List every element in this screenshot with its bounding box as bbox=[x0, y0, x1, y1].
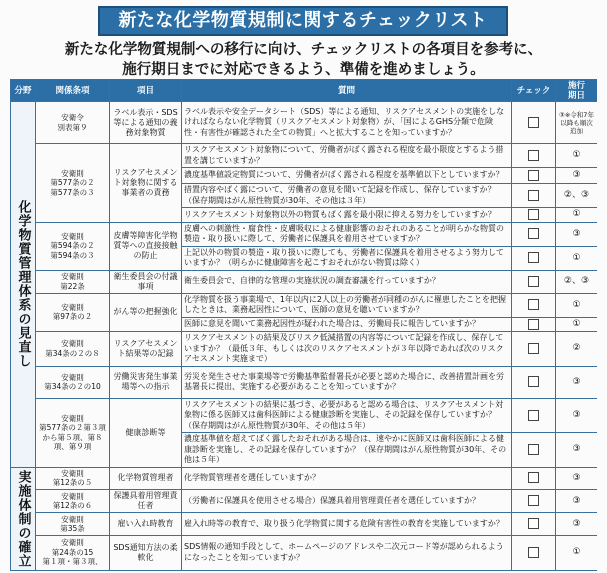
row-date: ③ bbox=[556, 467, 598, 489]
row-date: ① bbox=[556, 246, 598, 270]
row-question: リスクアセスメント対象物以外の物質もばく露を最小限に抑える努力をしていますか？ bbox=[182, 208, 512, 223]
col-header-law: 関係条項 bbox=[36, 80, 110, 102]
row-law: 安衛則 第34条の２の８ bbox=[36, 332, 110, 367]
checkbox[interactable] bbox=[528, 518, 539, 529]
table-row bbox=[11, 270, 598, 293]
table-row bbox=[11, 489, 598, 512]
checkbox[interactable] bbox=[528, 299, 539, 310]
intro-line-1: 新たな化学物質規制への移行に向け、チェックリストの各項目を参考に、 bbox=[64, 42, 543, 58]
check-cell bbox=[512, 102, 556, 144]
check-cell bbox=[512, 270, 556, 293]
row-date: ① bbox=[556, 144, 598, 168]
row-law: 安衛令 別表第９ bbox=[36, 102, 110, 144]
category-implementation: 実施体制の確立 bbox=[11, 467, 36, 570]
row-question: 皮膚への刺激性・腐食性・皮膚吸収による健康影響のおそれのあることが明らかな物質の製造・取り扱いに際して、労働者に保護具を着用させていますか？ bbox=[182, 222, 512, 246]
checkbox[interactable] bbox=[528, 444, 539, 455]
row-question: 濃度基準値を超えてばく露したおそれがある場合は、速やかに医師又は歯科医師による健康診断を実施し、その記録を保存していますか？（保存期間はがん原性物質が30年、その他は５年） bbox=[182, 433, 512, 468]
row-date: ②、③ bbox=[556, 270, 598, 293]
check-cell bbox=[512, 433, 556, 468]
row-question: 化学物質管理者を選任していますか？ bbox=[182, 467, 512, 489]
checkbox[interactable] bbox=[528, 150, 539, 161]
row-question: リスクアセスメントの結果に基づき、必要があると認める場合は、リスクアセスメント対象物に係る医師又は歯科医師による健康診断を実施し、その記録を保存していますか？（保存期間はがん原性物質が30年、その他は５年） bbox=[182, 398, 512, 433]
row-question: リスクアセスメント対象物について、労働者がばく露される程度を最小限度とするよう措置を講じていますか？ bbox=[182, 144, 512, 168]
row-date: ③ bbox=[556, 433, 598, 468]
check-cell bbox=[512, 332, 556, 367]
row-item: 皮膚等障害化学物質等への直接接触の防止 bbox=[110, 222, 182, 270]
check-cell bbox=[512, 398, 556, 433]
page-title: 新たな化学物質規制に関するチェックリスト bbox=[98, 6, 508, 36]
row-question: リスクアセスメントの結果及びリスク低減措置の内容等について記録を作成し、保存していますか？（最低３年、もしくは次のリスクアセスメントが３年以降であれば次のリスクアセスメント実施まで） bbox=[182, 332, 512, 367]
row-date: ③ bbox=[556, 168, 598, 184]
table-row bbox=[11, 222, 598, 246]
check-cell bbox=[512, 293, 556, 317]
checklist-table bbox=[10, 79, 597, 571]
row-law: 安衛則 第22条 bbox=[36, 270, 110, 293]
row-item: 雇い入れ時教育 bbox=[110, 513, 182, 535]
table-row bbox=[11, 144, 598, 168]
intro-line-2: 施行期日までに対応できるよう、準備を進めましょう。 bbox=[122, 62, 485, 78]
checkbox[interactable] bbox=[528, 170, 539, 181]
checkbox[interactable] bbox=[528, 228, 539, 239]
row-item: 化学物質管理者 bbox=[110, 467, 182, 489]
row-item: リスクアセスメント対象物に関する事業者の責務 bbox=[110, 144, 182, 223]
row-question: 化学物質を扱う事業場で、1年以内に2人以上の労働者が同種のがんに罹患したことを把握したときは、業務起因性について、医師の意見を聴いていますか？ bbox=[182, 293, 512, 317]
row-law: 安衛則 第577条の２第３項から第５項、第８項、第９項 bbox=[36, 398, 110, 467]
row-question: 上記以外の物質の製造・取り扱いに際しても、労働者に保護具を着用させるよう努力していますか？（明らかに健康障害を起こすおそれがない物質は除く） bbox=[182, 246, 512, 270]
row-law: 安衛則 第577条の２ 第577条の３ bbox=[36, 144, 110, 223]
checkbox[interactable] bbox=[528, 209, 539, 220]
row-item: SDS通知方法の柔軟化 bbox=[110, 535, 182, 570]
row-date: ③ bbox=[556, 489, 598, 512]
checkbox[interactable] bbox=[528, 376, 539, 387]
check-cell bbox=[512, 184, 556, 208]
row-question: 濃度基準値設定物質について、労働者がばく露される程度を基準値以下としていますか？ bbox=[182, 168, 512, 184]
check-cell bbox=[512, 535, 556, 570]
table-row bbox=[11, 366, 598, 398]
row-law: 安衛則 第35条 bbox=[36, 513, 110, 535]
checkbox[interactable] bbox=[528, 410, 539, 421]
checkbox[interactable] bbox=[528, 117, 539, 128]
row-law: 安衛則 第12条の６ bbox=[36, 489, 110, 512]
col-header-check: チェック bbox=[512, 80, 556, 102]
check-cell bbox=[512, 246, 556, 270]
table-row bbox=[11, 513, 598, 535]
check-cell bbox=[512, 144, 556, 168]
row-question: 雇入れ時等の教育で、取り扱う化学物質に関する危険有害性の教育を実施していますか？ bbox=[182, 513, 512, 535]
row-date: ③ bbox=[556, 222, 598, 246]
row-date: ① bbox=[556, 535, 598, 570]
row-question: ラベル表示や安全データシート（SDS）等による通知、リスクアセスメントの実施をしなければならない化学物質（リスクアセスメント対象物）が、「国によるGHS分類で危険性・有害性が確認された全ての物質」へと拡大することを知っていますか？ bbox=[182, 102, 512, 144]
row-date: ③ bbox=[556, 366, 598, 398]
row-law: 安衛則 第34条の２の10 bbox=[36, 366, 110, 398]
row-law: 安衛則 第12条の５ bbox=[36, 467, 110, 489]
check-cell bbox=[512, 317, 556, 332]
checkbox[interactable] bbox=[528, 252, 539, 263]
row-item: ラベル表示・SDS等による通知の義務対象物質 bbox=[110, 102, 182, 144]
row-question: 衛生委員会で、自律的な管理の実施状況の調査審議を行っていますか？ bbox=[182, 270, 512, 293]
checkbox[interactable] bbox=[528, 319, 539, 330]
checklist-table-wrap bbox=[10, 79, 597, 573]
check-cell bbox=[512, 366, 556, 398]
check-cell bbox=[512, 513, 556, 535]
row-question: （労働者に保護具を使用させる場合）保護具着用管理責任者を選任していますか？ bbox=[182, 489, 512, 512]
row-question: 医師に意見を聞いて業務起因性が疑われた場合は、労働局長に報告していますか？ bbox=[182, 317, 512, 332]
row-law: 安衛則 第97条の２ bbox=[36, 293, 110, 332]
col-header-item: 項目 bbox=[110, 80, 182, 102]
col-header-question: 質問 bbox=[182, 80, 512, 102]
row-item: 衛生委員会の付議事項 bbox=[110, 270, 182, 293]
col-header-date: 施行 期日 bbox=[556, 80, 598, 102]
table-row bbox=[11, 467, 598, 489]
row-date: ② bbox=[556, 332, 598, 367]
col-header-category: 分野 bbox=[11, 80, 36, 102]
row-item: 保護具着用管理責任者 bbox=[110, 489, 182, 512]
row-date: ① bbox=[556, 293, 598, 317]
category-chemical-management: 化学物質管理体系の見直し bbox=[11, 102, 36, 468]
row-question: 労災を発生させた事業場等で労働基準監督署長が必要と認めた場合に、改善措置計画を労基署長に提出、実施する必要があることを知っていますか？ bbox=[182, 366, 512, 398]
table-row bbox=[11, 398, 598, 433]
row-date: ③※令和7年以降も順次追加 bbox=[556, 102, 598, 144]
checkbox[interactable] bbox=[528, 343, 539, 354]
row-date: ③ bbox=[556, 398, 598, 433]
check-cell bbox=[512, 467, 556, 489]
table-row bbox=[11, 293, 598, 317]
row-item: リスクアセスメント結果等の記録 bbox=[110, 332, 182, 367]
row-item: 健康診断等 bbox=[110, 398, 182, 467]
table-row bbox=[11, 535, 598, 570]
row-date: ① bbox=[556, 208, 598, 223]
table-header-row bbox=[11, 80, 598, 102]
checkbox[interactable] bbox=[528, 472, 539, 483]
check-cell bbox=[512, 222, 556, 246]
row-date: ③ bbox=[556, 513, 598, 535]
row-date: ②、③ bbox=[556, 184, 598, 208]
table-row bbox=[11, 332, 598, 367]
check-cell bbox=[512, 208, 556, 223]
check-cell bbox=[512, 168, 556, 184]
row-law: 安衛則 第594条の２ 第594条の３ bbox=[36, 222, 110, 270]
row-law: 安衛則 第24条の15 第１項・第３項、 bbox=[36, 535, 110, 570]
checkbox[interactable] bbox=[528, 276, 539, 287]
checkbox[interactable] bbox=[528, 190, 539, 201]
row-date: ① bbox=[556, 317, 598, 332]
intro-text bbox=[40, 40, 567, 80]
row-question: SDS情報の通知手段として、ホームページのアドレスや二次元コード等が認められるようになったことを知っていますか？ bbox=[182, 535, 512, 570]
row-item: がん等の把握強化 bbox=[110, 293, 182, 332]
checkbox[interactable] bbox=[528, 495, 539, 506]
row-item: 労働災害発生事業場等への指示 bbox=[110, 366, 182, 398]
table-row bbox=[11, 102, 598, 144]
checkbox[interactable] bbox=[528, 547, 539, 558]
check-cell bbox=[512, 489, 556, 512]
row-question: 措置内容やばく露について、労働者の意見を聞いて記録を作成し、保存していますか？（保存期間はがん原性物質が30年、その他は３年） bbox=[182, 184, 512, 208]
